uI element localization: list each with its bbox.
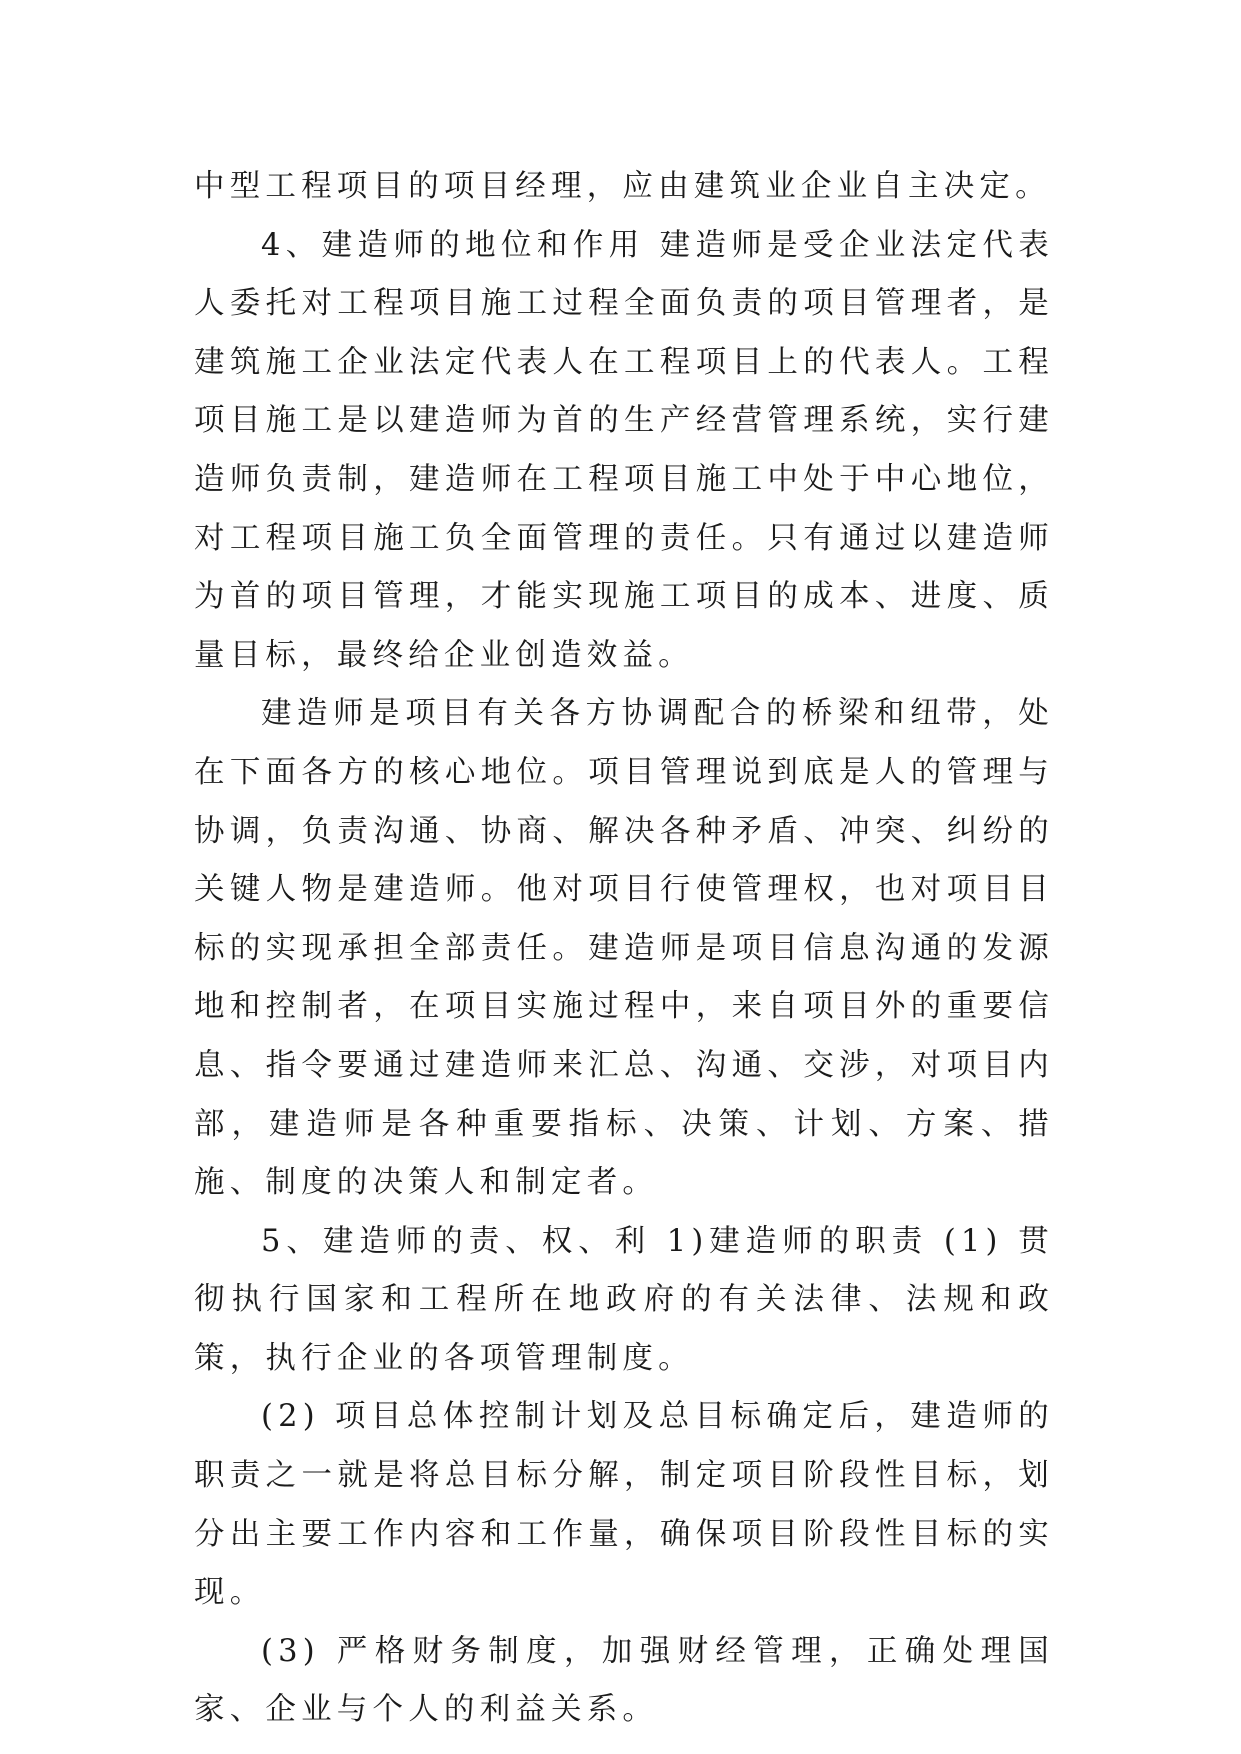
paragraph-section-5: 5、建造师的责、权、利 1)建造师的职责 (1) 贯彻执行国家和工程所在地政府的有关法律、法规和政策，执行企业的各项管理制度。 — [194, 1223, 1054, 1376]
paragraph-continuation: 中型工程项目的项目经理，应由建筑业企业自主决定。 — [194, 169, 1051, 204]
paragraph-item-2: (2) 项目总体控制计划及总目标确定后，建造师的职责之一就是将总目标分解，制定项目阶段性目标，划分出主要工作内容和工作量，确保项目阶段性目标的实现。 — [194, 1399, 1054, 1611]
paragraph-item-3: (3) 严格财务制度，加强财经管理，正确处理国家、企业与个人的利益关系。 — [194, 1633, 1054, 1728]
document-body — [194, 158, 1054, 1740]
paragraph-section-4: 4、建造师的地位和作用 建造师是受企业法定代表人委托对工程项目施工过程全面负责的项目管理者，是建筑施工企业法定代表人在工程项目上的代表人。工程项目施工是以建造师为首的生产经营管理系统，实行建造师负责制，建造师在工程项目施工中处于中心地位，对工程项目施工负全面管理的责任。只有通过以建造师为首的项目管理，才能实现施工项目的成本、进度、质量目标，最终给企业创造效益。 — [194, 227, 1054, 673]
paragraph-bridge-role: 建造师是项目有关各方协调配合的桥梁和纽带，处在下面各方的核心地位。项目管理说到底是人的管理与协调，负责沟通、协商、解决各种矛盾、冲突、纠纷的关键人物是建造师。他对项目行使管理权，也对项目目标的实现承担全部责任。建造师是项目信息沟通的发源地和控制者，在项目实施过程中，来自项目外的重要信息、指令要通过建造师来汇总、沟通、交涉，对项目内部，建造师是各种重要指标、决策、计划、方案、措施、制度的决策人和制定者。 — [194, 696, 1054, 1201]
